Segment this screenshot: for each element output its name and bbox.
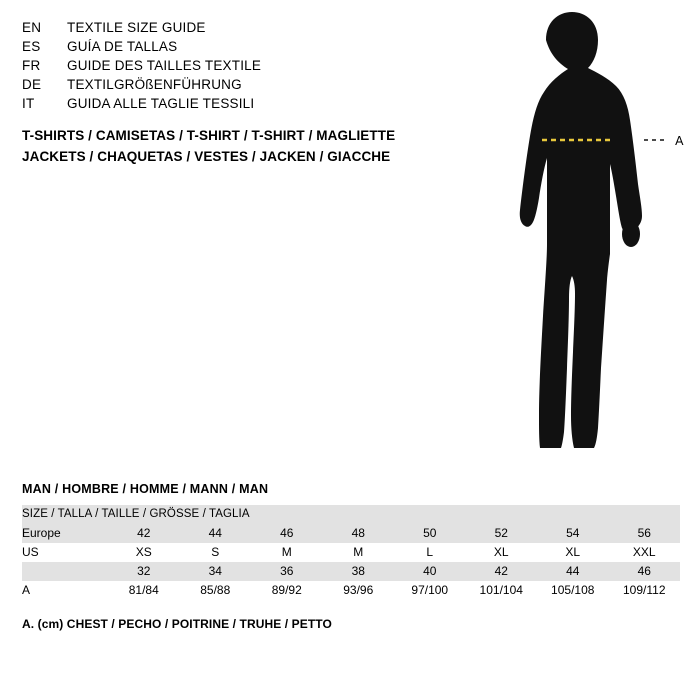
cell-value: 105/108	[537, 581, 609, 600]
garment-line-tshirts: T-SHIRTS / CAMISETAS / T-SHIRT / T-SHIRT / MAGLIETTE	[22, 128, 396, 143]
language-code: IT	[22, 96, 35, 111]
language-title: GUÍA DE TALLAS	[67, 39, 178, 54]
language-row	[22, 39, 462, 58]
row-label: US	[22, 543, 108, 562]
garment-category-list	[22, 128, 482, 170]
cell-value: 48	[323, 524, 395, 543]
row-label: A	[22, 581, 108, 600]
size-table	[22, 505, 680, 600]
cell-value: 32	[108, 562, 180, 581]
language-code: FR	[22, 58, 41, 73]
table-row	[22, 543, 680, 562]
cell-value: 109/112	[609, 581, 681, 600]
cell-value: 42	[466, 562, 538, 581]
cell-value: 101/104	[466, 581, 538, 600]
language-row	[22, 77, 462, 96]
language-title: GUIDA ALLE TAGLIE TESSILI	[67, 96, 255, 111]
cell-value: 42	[108, 524, 180, 543]
gender-heading: MAN / HOMBRE / HOMME / MANN / MAN	[22, 482, 269, 496]
language-title: TEXTILE SIZE GUIDE	[67, 20, 206, 35]
language-row	[22, 20, 462, 39]
cell-value: 46	[609, 562, 681, 581]
cell-value: 44	[180, 524, 252, 543]
cell-value: M	[251, 543, 323, 562]
table-row	[22, 562, 680, 581]
cell-value: 46	[251, 524, 323, 543]
table-footnote: A. (cm) CHEST / PECHO / POITRINE / TRUHE / PETTO	[22, 617, 332, 631]
cell-value: 34	[180, 562, 252, 581]
language-title: TEXTILGRÖßENFÜHRUNG	[67, 77, 242, 92]
row-label	[22, 562, 108, 581]
cell-value: XL	[466, 543, 538, 562]
cell-value: 97/100	[394, 581, 466, 600]
cell-value: 54	[537, 524, 609, 543]
cell-value: 40	[394, 562, 466, 581]
cell-value: XS	[108, 543, 180, 562]
size-table-section	[22, 482, 680, 631]
language-code: ES	[22, 39, 41, 54]
hand-shape	[622, 221, 640, 247]
cell-value: L	[394, 543, 466, 562]
cell-value: 81/84	[108, 581, 180, 600]
male-silhouette-figure	[470, 8, 690, 468]
row-label: Europe	[22, 524, 108, 543]
cell-value: M	[323, 543, 395, 562]
cell-value: XL	[537, 543, 609, 562]
cell-value: 85/88	[180, 581, 252, 600]
cell-value: 38	[323, 562, 395, 581]
measure-label-a: A	[675, 134, 684, 148]
language-title: GUIDE DES TAILLES TEXTILE	[67, 58, 262, 73]
cell-value: 89/92	[251, 581, 323, 600]
language-code: DE	[22, 77, 42, 92]
garment-line-jackets: JACKETS / CHAQUETAS / VESTES / JACKEN / GIACCHE	[22, 149, 391, 164]
table-header-row	[22, 505, 680, 524]
cell-value: 36	[251, 562, 323, 581]
cell-value: S	[180, 543, 252, 562]
language-title-list	[22, 20, 462, 115]
language-row	[22, 96, 462, 115]
language-code: EN	[22, 20, 42, 35]
table-header-label: SIZE / TALLA / TAILLE / GRÖSSE / TAGLIA	[22, 505, 680, 524]
cell-value: 44	[537, 562, 609, 581]
cell-value: 52	[466, 524, 538, 543]
table-row	[22, 524, 680, 543]
language-row	[22, 58, 462, 77]
cell-value: XXL	[609, 543, 681, 562]
silhouette-svg	[470, 8, 690, 468]
table-row	[22, 581, 680, 600]
cell-value: 56	[609, 524, 681, 543]
cell-value: 50	[394, 524, 466, 543]
cell-value: 93/96	[323, 581, 395, 600]
